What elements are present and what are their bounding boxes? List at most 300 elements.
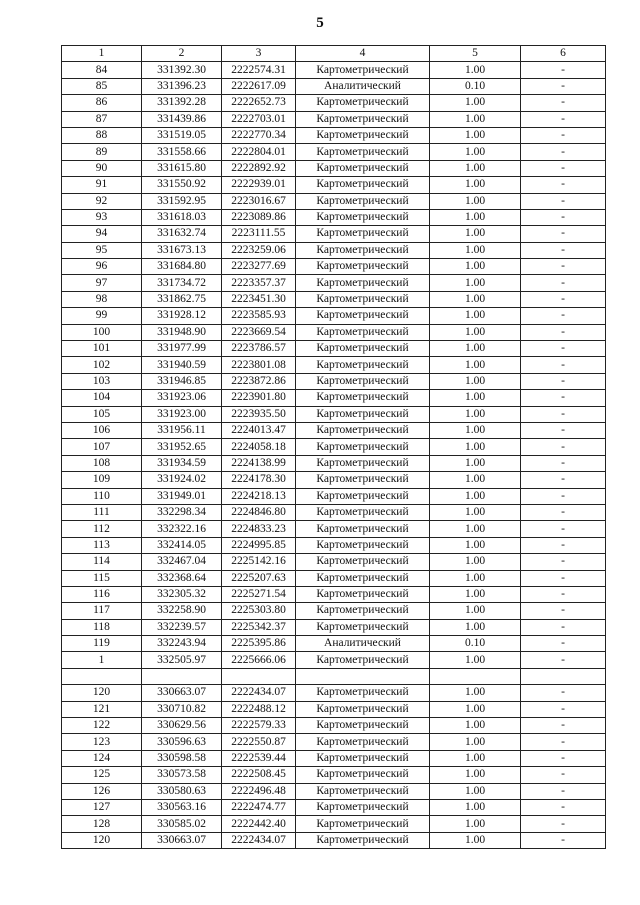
cell-method: Картометрический <box>296 603 430 619</box>
cell-accuracy: 0.10 <box>430 78 521 94</box>
table-row <box>62 160 606 176</box>
cell-y-coordinate: 2224178.30 <box>222 472 296 488</box>
cell-point-number: 92 <box>62 193 142 209</box>
cell-note: - <box>521 406 606 422</box>
cell-note: - <box>521 603 606 619</box>
cell-point-number: 95 <box>62 242 142 258</box>
cell-note: - <box>521 816 606 832</box>
cell-accuracy: 0.10 <box>430 636 521 652</box>
header-cell-4: 4 <box>296 46 430 62</box>
cell-x-coordinate: 331673.13 <box>142 242 222 258</box>
cell-point-number: 107 <box>62 439 142 455</box>
cell-point-number: 91 <box>62 177 142 193</box>
cell-point-number: 98 <box>62 291 142 307</box>
cell-point-number: 89 <box>62 144 142 160</box>
cell-note: - <box>521 619 606 635</box>
table-row <box>62 619 606 635</box>
cell-note: - <box>521 537 606 553</box>
cell-point-number: 87 <box>62 111 142 127</box>
cell-y-coordinate: 2225303.80 <box>222 603 296 619</box>
cell-note: - <box>521 504 606 520</box>
cell-method: Картометрический <box>296 406 430 422</box>
cell-y-coordinate: 2224218.13 <box>222 488 296 504</box>
table-row <box>62 586 606 602</box>
cell-method: Картометрический <box>296 95 430 111</box>
cell-note: - <box>521 291 606 307</box>
cell-x-coordinate: 331940.59 <box>142 357 222 373</box>
cell-y-coordinate: 2223669.54 <box>222 324 296 340</box>
cell-note: - <box>521 324 606 340</box>
cell-y-coordinate: 2222652.73 <box>222 95 296 111</box>
cell-note: - <box>521 127 606 143</box>
cell-accuracy: 1.00 <box>430 357 521 373</box>
cell-method: Картометрический <box>296 390 430 406</box>
cell-point-number: 84 <box>62 62 142 78</box>
cell-note: - <box>521 422 606 438</box>
cell-point-number: 128 <box>62 816 142 832</box>
cell-y-coordinate: 2224138.99 <box>222 455 296 471</box>
cell-method: Картометрический <box>296 816 430 832</box>
cell-x-coordinate: 331396.23 <box>142 78 222 94</box>
cell-y-coordinate: 2224995.85 <box>222 537 296 553</box>
cell-method: Картометрический <box>296 209 430 225</box>
cell-point-number: 106 <box>62 422 142 438</box>
table-row <box>62 242 606 258</box>
header-row <box>62 46 606 62</box>
table-row <box>62 95 606 111</box>
cell-y-coordinate: 2222703.01 <box>222 111 296 127</box>
table-row <box>62 570 606 586</box>
cell-accuracy: 1.00 <box>430 422 521 438</box>
cell-point-number: 124 <box>62 750 142 766</box>
table-row <box>62 193 606 209</box>
table-row <box>62 832 606 848</box>
cell-note: - <box>521 341 606 357</box>
table-row <box>62 816 606 832</box>
cell-method: Картометрический <box>296 373 430 389</box>
cell-accuracy: 1.00 <box>430 799 521 815</box>
cell-y-coordinate: 2222539.44 <box>222 750 296 766</box>
table-row <box>62 62 606 78</box>
cell-y-coordinate: 2223016.67 <box>222 193 296 209</box>
cell-accuracy: 1.00 <box>430 373 521 389</box>
cell-x-coordinate: 332258.90 <box>142 603 222 619</box>
cell-x-coordinate: 331392.30 <box>142 62 222 78</box>
cell-y-coordinate: 2222892.92 <box>222 160 296 176</box>
table-row <box>62 111 606 127</box>
cell-method: Картометрический <box>296 488 430 504</box>
cell-point-number: 117 <box>62 603 142 619</box>
table-row <box>62 636 606 652</box>
cell-x-coordinate: 330573.58 <box>142 767 222 783</box>
cell-note: - <box>521 259 606 275</box>
cell-accuracy: 1.00 <box>430 291 521 307</box>
cell-x-coordinate: 332414.05 <box>142 537 222 553</box>
cell-y-coordinate: 2222550.87 <box>222 734 296 750</box>
cell-accuracy: 1.00 <box>430 111 521 127</box>
cell-method: Аналитический <box>296 636 430 652</box>
cell-note: - <box>521 242 606 258</box>
table-row <box>62 78 606 94</box>
cell-note: - <box>521 521 606 537</box>
cell-point-number: 109 <box>62 472 142 488</box>
cell-x-coordinate: 331928.12 <box>142 308 222 324</box>
cell-x-coordinate: 330598.58 <box>142 750 222 766</box>
cell-point-number: 111 <box>62 504 142 520</box>
cell-accuracy: 1.00 <box>430 488 521 504</box>
cell-note: - <box>521 226 606 242</box>
cell-x-coordinate: 331923.06 <box>142 390 222 406</box>
cell-x-coordinate: 331392.28 <box>142 95 222 111</box>
cell-x-coordinate <box>142 668 222 684</box>
cell-method: Картометрический <box>296 767 430 783</box>
cell-x-coordinate: 332298.34 <box>142 504 222 520</box>
cell-y-coordinate <box>222 668 296 684</box>
cell-y-coordinate: 2225342.37 <box>222 619 296 635</box>
cell-note: - <box>521 652 606 668</box>
cell-y-coordinate: 2222488.12 <box>222 701 296 717</box>
cell-accuracy: 1.00 <box>430 406 521 422</box>
cell-x-coordinate: 332467.04 <box>142 554 222 570</box>
cell-x-coordinate: 331956.11 <box>142 422 222 438</box>
cell-method: Картометрический <box>296 177 430 193</box>
table-row <box>62 177 606 193</box>
cell-accuracy: 1.00 <box>430 127 521 143</box>
cell-accuracy: 1.00 <box>430 390 521 406</box>
cell-x-coordinate: 331592.95 <box>142 193 222 209</box>
cell-method: Картометрический <box>296 291 430 307</box>
cell-y-coordinate: 2224013.47 <box>222 422 296 438</box>
cell-y-coordinate: 2223259.06 <box>222 242 296 258</box>
cell-y-coordinate: 2222508.45 <box>222 767 296 783</box>
cell-note: - <box>521 78 606 94</box>
cell-accuracy: 1.00 <box>430 832 521 848</box>
cell-method: Картометрический <box>296 521 430 537</box>
cell-point-number: 97 <box>62 275 142 291</box>
cell-point-number: 105 <box>62 406 142 422</box>
cell-note: - <box>521 439 606 455</box>
cell-y-coordinate: 2222442.40 <box>222 816 296 832</box>
cell-accuracy: 1.00 <box>430 455 521 471</box>
cell-method: Картометрический <box>296 226 430 242</box>
cell-y-coordinate: 2224058.18 <box>222 439 296 455</box>
cell-accuracy: 1.00 <box>430 603 521 619</box>
cell-note: - <box>521 554 606 570</box>
cell-y-coordinate: 2223277.69 <box>222 259 296 275</box>
cell-method: Картометрический <box>296 537 430 553</box>
cell-point-number: 93 <box>62 209 142 225</box>
table-row <box>62 783 606 799</box>
cell-note: - <box>521 177 606 193</box>
table-row <box>62 652 606 668</box>
cell-method: Картометрический <box>296 259 430 275</box>
cell-y-coordinate: 2222574.31 <box>222 62 296 78</box>
cell-point-number: 108 <box>62 455 142 471</box>
cell-point-number <box>62 668 142 684</box>
cell-point-number: 114 <box>62 554 142 570</box>
cell-y-coordinate: 2222474.77 <box>222 799 296 815</box>
header-cell-3: 3 <box>222 46 296 62</box>
cell-x-coordinate: 331924.02 <box>142 472 222 488</box>
cell-y-coordinate: 2224833.23 <box>222 521 296 537</box>
cell-accuracy: 1.00 <box>430 718 521 734</box>
cell-note: - <box>521 701 606 717</box>
cell-note: - <box>521 95 606 111</box>
cell-y-coordinate: 2223801.08 <box>222 357 296 373</box>
cell-y-coordinate: 2222617.09 <box>222 78 296 94</box>
cell-x-coordinate: 331862.75 <box>142 291 222 307</box>
cell-point-number: 115 <box>62 570 142 586</box>
cell-method: Картометрический <box>296 472 430 488</box>
cell-method: Картометрический <box>296 455 430 471</box>
table-row <box>62 472 606 488</box>
cell-point-number: 102 <box>62 357 142 373</box>
cell-y-coordinate: 2224846.80 <box>222 504 296 520</box>
cell-point-number: 113 <box>62 537 142 553</box>
cell-note: - <box>521 750 606 766</box>
table-row <box>62 734 606 750</box>
cell-y-coordinate: 2223935.50 <box>222 406 296 422</box>
cell-note: - <box>521 767 606 783</box>
cell-method: Картометрический <box>296 685 430 701</box>
cell-method: Картометрический <box>296 144 430 160</box>
cell-x-coordinate: 331977.99 <box>142 341 222 357</box>
cell-point-number: 123 <box>62 734 142 750</box>
cell-note: - <box>521 275 606 291</box>
cell-point-number: 119 <box>62 636 142 652</box>
cell-method: Картометрический <box>296 111 430 127</box>
cell-method: Картометрический <box>296 586 430 602</box>
cell-method: Картометрический <box>296 439 430 455</box>
table-row <box>62 701 606 717</box>
cell-x-coordinate: 331949.01 <box>142 488 222 504</box>
table-row <box>62 422 606 438</box>
cell-point-number: 103 <box>62 373 142 389</box>
cell-x-coordinate: 332239.57 <box>142 619 222 635</box>
cell-y-coordinate: 2223901.80 <box>222 390 296 406</box>
cell-x-coordinate: 330563.16 <box>142 799 222 815</box>
cell-accuracy <box>430 668 521 684</box>
table-row <box>62 226 606 242</box>
cell-accuracy: 1.00 <box>430 193 521 209</box>
cell-note: - <box>521 62 606 78</box>
cell-y-coordinate: 2225395.86 <box>222 636 296 652</box>
cell-note: - <box>521 472 606 488</box>
cell-note: - <box>521 455 606 471</box>
cell-point-number: 100 <box>62 324 142 340</box>
cell-accuracy: 1.00 <box>430 259 521 275</box>
cell-method: Картометрический <box>296 62 430 78</box>
cell-accuracy: 1.00 <box>430 242 521 258</box>
cell-point-number: 88 <box>62 127 142 143</box>
page-number: 5 <box>316 15 324 31</box>
cell-point-number: 99 <box>62 308 142 324</box>
cell-x-coordinate: 331952.65 <box>142 439 222 455</box>
cell-note: - <box>521 799 606 815</box>
cell-accuracy: 1.00 <box>430 685 521 701</box>
cell-accuracy: 1.00 <box>430 324 521 340</box>
cell-accuracy: 1.00 <box>430 209 521 225</box>
table-row <box>62 718 606 734</box>
cell-method: Картометрический <box>296 701 430 717</box>
table-row <box>62 390 606 406</box>
cell-method: Картометрический <box>296 619 430 635</box>
cell-method: Картометрический <box>296 422 430 438</box>
cell-accuracy: 1.00 <box>430 554 521 570</box>
cell-x-coordinate: 330663.07 <box>142 685 222 701</box>
cell-note: - <box>521 160 606 176</box>
cell-note: - <box>521 373 606 389</box>
cell-point-number: 1 <box>62 652 142 668</box>
table-row <box>62 603 606 619</box>
cell-point-number: 122 <box>62 718 142 734</box>
cell-note: - <box>521 734 606 750</box>
cell-x-coordinate: 331550.92 <box>142 177 222 193</box>
cell-accuracy: 1.00 <box>430 750 521 766</box>
cell-point-number: 96 <box>62 259 142 275</box>
header-cell-5: 5 <box>430 46 521 62</box>
cell-point-number: 94 <box>62 226 142 242</box>
cell-x-coordinate: 331632.74 <box>142 226 222 242</box>
cell-method: Картометрический <box>296 832 430 848</box>
table-row <box>62 127 606 143</box>
cell-y-coordinate: 2225666.06 <box>222 652 296 668</box>
cell-method: Картометрический <box>296 554 430 570</box>
table-row <box>62 767 606 783</box>
cell-x-coordinate: 331934.59 <box>142 455 222 471</box>
table-row <box>62 357 606 373</box>
cell-method: Картометрический <box>296 127 430 143</box>
cell-x-coordinate: 332305.32 <box>142 586 222 602</box>
cell-method: Картометрический <box>296 275 430 291</box>
cell-y-coordinate: 2223111.55 <box>222 226 296 242</box>
cell-accuracy: 1.00 <box>430 816 521 832</box>
cell-x-coordinate: 331615.80 <box>142 160 222 176</box>
cell-note: - <box>521 193 606 209</box>
table-row <box>62 308 606 324</box>
cell-accuracy: 1.00 <box>430 308 521 324</box>
cell-x-coordinate: 331684.80 <box>142 259 222 275</box>
cell-x-coordinate: 331923.00 <box>142 406 222 422</box>
cell-note: - <box>521 111 606 127</box>
cell-method: Картометрический <box>296 324 430 340</box>
table-row <box>62 504 606 520</box>
cell-x-coordinate: 330585.02 <box>142 816 222 832</box>
table-row <box>62 799 606 815</box>
cell-point-number: 90 <box>62 160 142 176</box>
cell-accuracy: 1.00 <box>430 652 521 668</box>
cell-note: - <box>521 685 606 701</box>
cell-accuracy: 1.00 <box>430 783 521 799</box>
cell-x-coordinate: 331946.85 <box>142 373 222 389</box>
table-row <box>62 144 606 160</box>
table-row <box>62 259 606 275</box>
table-row <box>62 341 606 357</box>
cell-method: Картометрический <box>296 341 430 357</box>
cell-accuracy: 1.00 <box>430 767 521 783</box>
cell-y-coordinate: 2223872.86 <box>222 373 296 389</box>
cell-x-coordinate: 330663.07 <box>142 832 222 848</box>
cell-accuracy: 1.00 <box>430 160 521 176</box>
cell-x-coordinate: 330580.63 <box>142 783 222 799</box>
cell-accuracy: 1.00 <box>430 95 521 111</box>
cell-accuracy: 1.00 <box>430 521 521 537</box>
cell-method: Картометрический <box>296 308 430 324</box>
cell-accuracy: 1.00 <box>430 177 521 193</box>
cell-y-coordinate: 2225142.16 <box>222 554 296 570</box>
cell-note: - <box>521 357 606 373</box>
cell-y-coordinate: 2223786.57 <box>222 341 296 357</box>
cell-accuracy: 1.00 <box>430 570 521 586</box>
cell-accuracy: 1.00 <box>430 275 521 291</box>
cell-point-number: 127 <box>62 799 142 815</box>
cell-x-coordinate: 332322.16 <box>142 521 222 537</box>
cell-point-number: 126 <box>62 783 142 799</box>
table-row <box>62 521 606 537</box>
table-row <box>62 488 606 504</box>
cell-y-coordinate: 2223451.30 <box>222 291 296 307</box>
cell-y-coordinate: 2223357.37 <box>222 275 296 291</box>
cell-y-coordinate: 2223089.86 <box>222 209 296 225</box>
cell-accuracy: 1.00 <box>430 144 521 160</box>
cell-method: Картометрический <box>296 799 430 815</box>
cell-point-number: 121 <box>62 701 142 717</box>
table-row <box>62 406 606 422</box>
cell-note: - <box>521 586 606 602</box>
cell-y-coordinate: 2222770.34 <box>222 127 296 143</box>
table-row <box>62 685 606 701</box>
table-row <box>62 373 606 389</box>
cell-x-coordinate: 330596.63 <box>142 734 222 750</box>
cell-note <box>521 668 606 684</box>
table-row <box>62 291 606 307</box>
cell-method: Картометрический <box>296 504 430 520</box>
cell-point-number: 120 <box>62 832 142 848</box>
cell-accuracy: 1.00 <box>430 619 521 635</box>
cell-accuracy: 1.00 <box>430 439 521 455</box>
cell-note: - <box>521 308 606 324</box>
cell-x-coordinate: 332243.94 <box>142 636 222 652</box>
cell-note: - <box>521 636 606 652</box>
cell-y-coordinate: 2222804.01 <box>222 144 296 160</box>
coordinates-table <box>61 45 606 849</box>
cell-method: Картометрический <box>296 750 430 766</box>
cell-x-coordinate: 331948.90 <box>142 324 222 340</box>
cell-x-coordinate: 330629.56 <box>142 718 222 734</box>
cell-accuracy: 1.00 <box>430 537 521 553</box>
cell-note: - <box>521 209 606 225</box>
cell-point-number: 118 <box>62 619 142 635</box>
cell-method: Картометрический <box>296 652 430 668</box>
table-row <box>62 554 606 570</box>
table-row <box>62 537 606 553</box>
cell-x-coordinate: 331734.72 <box>142 275 222 291</box>
cell-note: - <box>521 390 606 406</box>
table-row <box>62 439 606 455</box>
cell-accuracy: 1.00 <box>430 586 521 602</box>
cell-y-coordinate: 2222939.01 <box>222 177 296 193</box>
cell-y-coordinate: 2222434.07 <box>222 832 296 848</box>
cell-x-coordinate: 331439.86 <box>142 111 222 127</box>
cell-point-number: 116 <box>62 586 142 602</box>
cell-point-number: 112 <box>62 521 142 537</box>
table-row <box>62 455 606 471</box>
cell-note: - <box>521 570 606 586</box>
cell-x-coordinate: 332505.97 <box>142 652 222 668</box>
cell-method: Картометрический <box>296 242 430 258</box>
cell-point-number: 86 <box>62 95 142 111</box>
header-cell-2: 2 <box>142 46 222 62</box>
